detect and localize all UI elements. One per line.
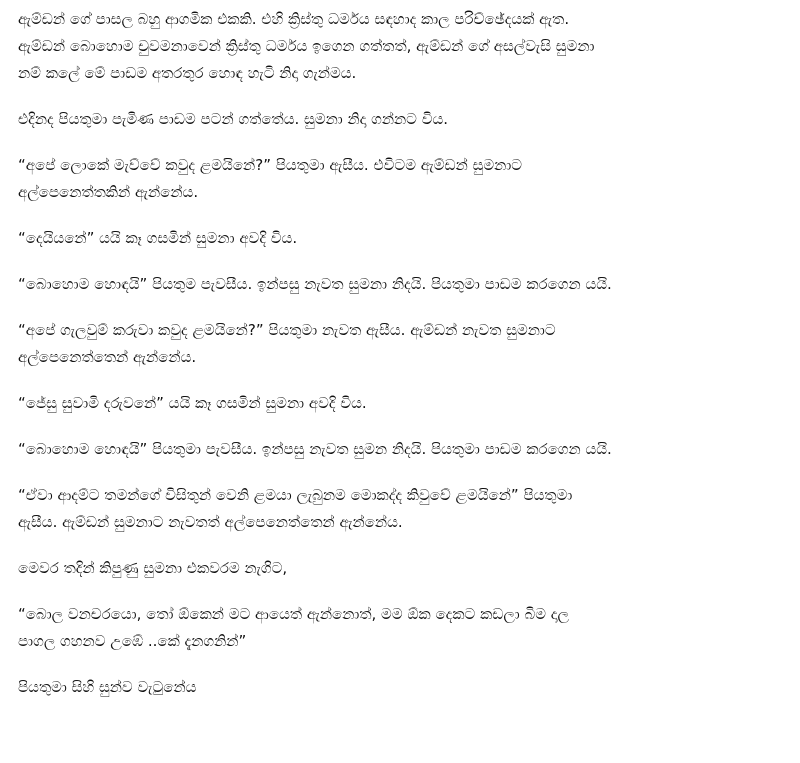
text-line: නම් කලේ මේ පාඩම අතරතුර හොඳ හැටි නිදා ගැන්මය. <box>18 64 357 82</box>
paragraph <box>18 674 788 701</box>
paragraph <box>18 106 788 133</box>
text-line: “ඒවා ආදම්ට තමන්ගේ විසිතුන් වෙනි ළමයා ලැබුනම මොකද්ද කිවුවේ ළමයිනේ” පියතුමා <box>18 486 573 504</box>
text-line: “ජේසු සුවාමි දරුවනේ” යයි කෑ ගසමින් සුමනා අවදි විය. <box>18 394 367 412</box>
paragraph <box>18 317 788 371</box>
paragraph <box>18 152 788 206</box>
paragraph <box>18 271 788 298</box>
text-line: “බොහොම හොඳයි” පියතුමා පැවසීය. ඉන්පසු නැවත සුමන නිදයි. පියතුමා පාඩම කරගෙන යයි. <box>18 440 612 458</box>
paragraph <box>18 482 788 536</box>
paragraph <box>18 6 788 87</box>
paragraph <box>18 436 788 463</box>
text-line: පාගල ගහනව උඹේ ..කේ දැනගනින්” <box>18 632 247 650</box>
text-line: එදිනද පියතුමා පැමිණ පාඩම පටන් ගත්තේය. සුමනා නිදා ගන්නට විය. <box>18 110 449 128</box>
text-line: “බොහොම හොඳයි” පියතුම පැවසීය. ඉන්පසු නැවත සුමනා නිදයි. පියතුමා පාඩම කරගෙන යයි. <box>18 275 612 293</box>
text-line: පියතුමා සිහි සුන්ව වැටුනේය <box>18 678 197 696</box>
text-line: ඇම්ඩන් ගේ පාසල බහු ආගමික එකකි. එහි ක්‍රිස්තු ධර්මය සඳහාද කාල පරිච්ඡේදයක් ඇත. <box>18 10 570 28</box>
paragraph <box>18 555 788 582</box>
text-line: ඇසීය. ඇම්ඩන් සුමනාට නැවතත් අල්පෙනෙත්තෙන් ඇන්නේය. <box>18 513 403 531</box>
text-line: අල්පෙනෙත්තකින් ඇන්නේය. <box>18 183 199 201</box>
text-line: “බොල වනචරයො, තෝ ඕකෙන් මට ආයෙත් ඇන්නොත්, මම ඕක දෙකට කඩලා බිම දාල <box>18 605 569 623</box>
text-line: ඇම්ඩන් බොහොම චුවමනාවෙන් ක්‍රිස්තු ධර්මය ඉගෙන ගත්තත්, ඇම්ඩන් ගේ අසල්වැසි සුමනා <box>18 37 595 55</box>
paragraph <box>18 601 788 655</box>
text-line: “අපේ ලොකේ මැව්වේ කවුද ළමයිනේ?” පියතුමා ඇසීය. එවිටම ඇම්ඩන් සුමනාට <box>18 156 523 174</box>
document-body <box>18 6 788 720</box>
text-line: “අපේ ගැලවුම් කරුවා කවුද ළමයිනේ?” පියතුමා නැවත ඇසීය. ඇම්ඩන් නැවත සුමනාට <box>18 321 556 339</box>
text-line: මෙවර තදින් කිපුණු සුමනා එකවරම නැගිට, <box>18 559 288 577</box>
paragraph <box>18 390 788 417</box>
paragraph <box>18 225 788 252</box>
text-line: “දෙයියනේ” යයි කෑ ගසමින් සුමනා අවදි විය. <box>18 229 298 247</box>
text-line: අල්පෙනෙත්තෙන් ඇන්නේය. <box>18 348 197 366</box>
